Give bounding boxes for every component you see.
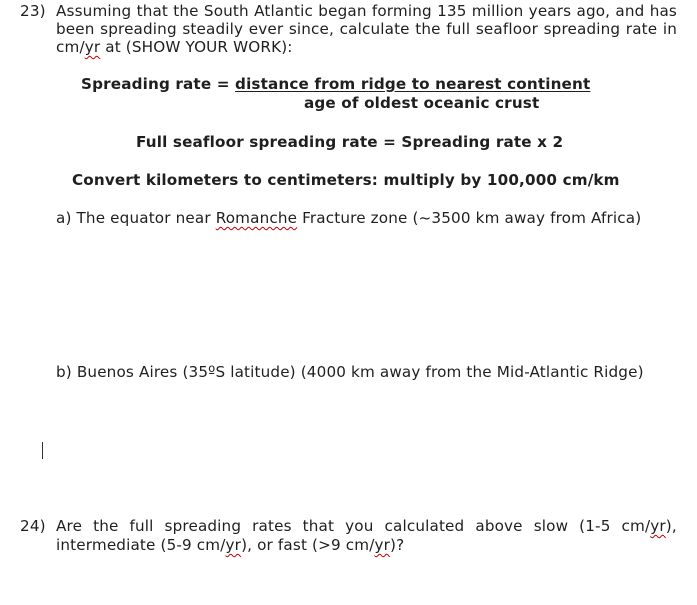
q24-word: cm/yr), [621, 517, 677, 535]
part-a-suffix: Fracture zone (~3500 km away from Africa) [297, 209, 642, 227]
spellcheck-word-yr[interactable]: yr [650, 517, 666, 535]
q24-word: rates [252, 517, 292, 535]
part-a-question [56, 209, 641, 227]
question-23-line-3 [56, 38, 293, 56]
question-24-line-1 [56, 517, 677, 535]
formula-denominator: age of oldest oceanic crust [304, 94, 540, 112]
part-a-prefix: a) The equator near [56, 209, 216, 227]
q24-word: you [345, 517, 374, 535]
spellcheck-word-romanche[interactable]: Romanche [215, 209, 298, 227]
unit-cm: cm/ [56, 38, 85, 56]
question-24-line-2 [56, 536, 404, 554]
question-23-line-1 [56, 2, 677, 20]
full-spreading-rate-formula: Full seafloor spreading rate = Spreading rate x 2 [136, 133, 564, 151]
q24-line2-part-b: ), or fast (>9 cm/ [241, 536, 375, 554]
part-b-question: b) Buenos Aires (35ºS latitude) (4000 km away from the Mid-Atlantic Ridge) [56, 363, 644, 381]
question-23-line-2-text: been spreading steadily ever since, calculate the full seafloor spreading rate in [56, 20, 677, 38]
question-23-line-3-rest: at (SHOW YOUR WORK): [100, 38, 293, 56]
spellcheck-word-yr[interactable]: yr [84, 38, 101, 56]
spellcheck-word-yr[interactable]: yr [374, 536, 391, 554]
formula-numerator: distance from ridge to nearest continent [235, 75, 591, 93]
conversion-instruction: Convert kilometers to centimeters: multiply by 100,000 cm/km [72, 171, 620, 189]
q24-line2-part-a: intermediate (5-9 cm/ [56, 536, 226, 554]
q24-word: (1-5 [579, 517, 611, 535]
q24-line2-part-c: )? [390, 536, 405, 554]
q24-word: full [129, 517, 154, 535]
q24-word: the [93, 517, 119, 535]
spreading-rate-formula [81, 75, 590, 93]
q24-word: spreading [164, 517, 242, 535]
question-24-number: 24) [20, 517, 46, 535]
spreading-rate-label: Spreading rate = [81, 75, 236, 93]
q24-word: calculated [384, 517, 465, 535]
q24-word: above [475, 517, 523, 535]
question-23-line-1-text: Assuming that the South Atlantic began forming 135 million years ago, and has [56, 2, 677, 20]
text-cursor [42, 442, 43, 459]
q24-word: Are [56, 517, 83, 535]
question-23-number: 23) [20, 2, 46, 20]
spellcheck-word-yr[interactable]: yr [225, 536, 242, 554]
q24-word: that [302, 517, 335, 535]
question-23-line-2 [56, 20, 677, 38]
q24-word: slow [533, 517, 569, 535]
